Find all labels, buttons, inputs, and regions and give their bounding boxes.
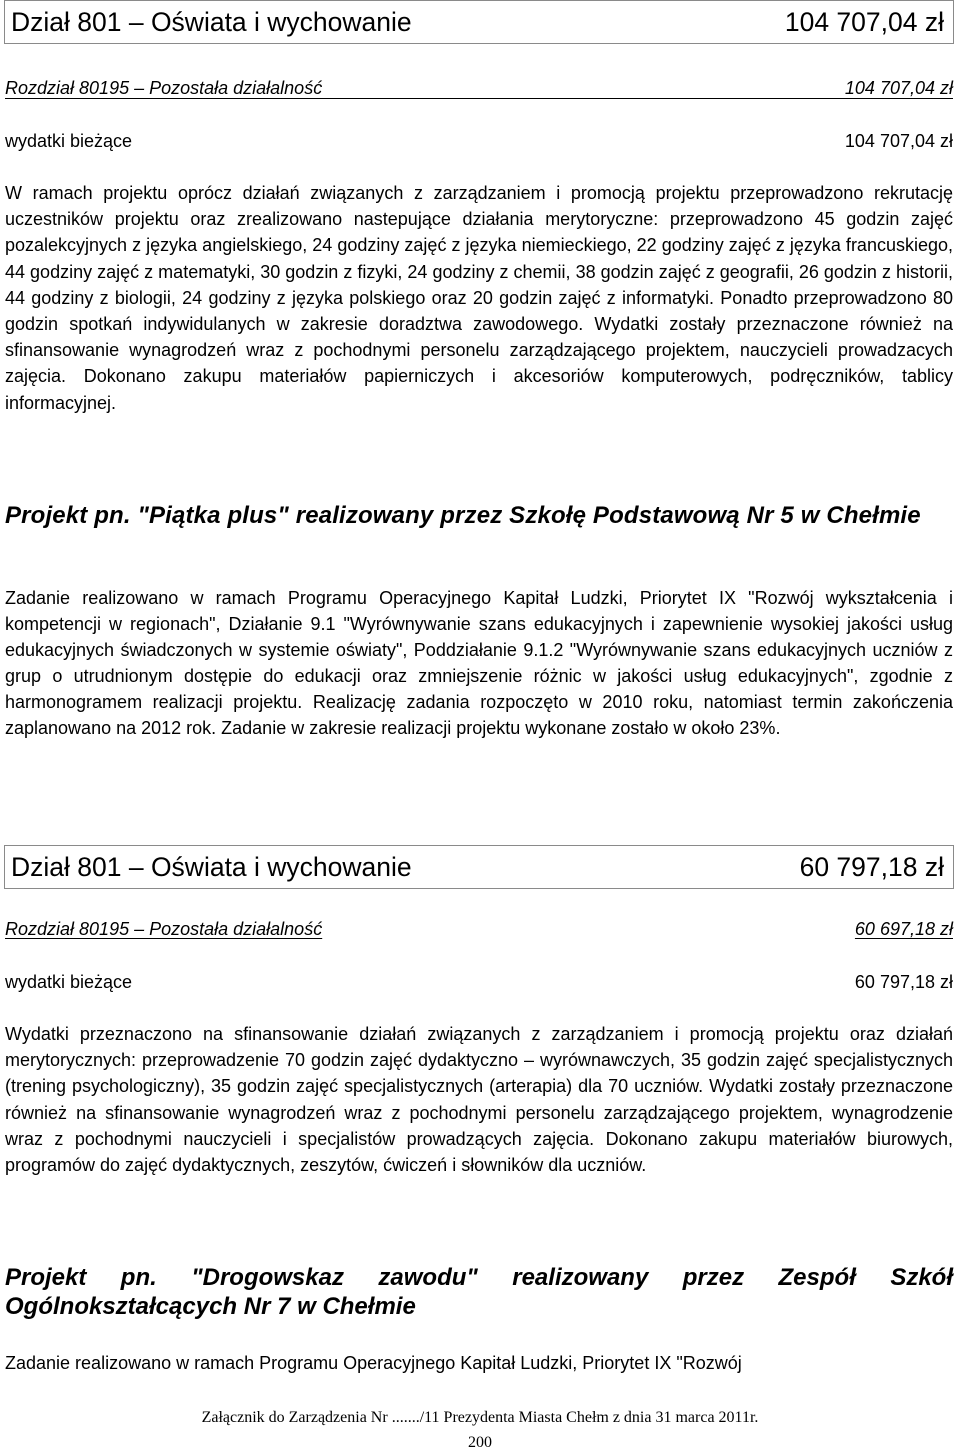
- page-number: 200: [468, 1434, 492, 1451]
- section-description: Wydatki przeznaczono na sfinansowanie działań związanych z zarządzaniem i promocją projektu oraz działań merytorycznych: przeprowadzenie 70 godzin zajęć dydaktyczno – wyrównawczych, 35 godzin zajęć specjalistycznych (trening psychologiczny), 35 godzin zajęć specjalistycznych (arterapia) dla 70 uczniów. Wydatki zostały przeznaczone również na sfinansowanie wynagrodzeń wraz z pochodnymi personelu zarządzającego projektem, wynagrodzenie wraz z pochodnymi nauczycieli i specjalistów prowadzących zajęcia. Dokonano zakupu materiałów biurowych, programów do zajęć dydaktycznych, zeszytów, ćwiczeń i słowników dla uczniów.: [5, 1024, 953, 1176]
- chapter-label: Rozdział 80195 – Pozostała działalność: [5, 919, 323, 939]
- chapter-row: [5, 78, 953, 99]
- expenses-label: wydatki bieżące: [5, 131, 133, 151]
- project-description: Zadanie realizowano w ramach Programu Operacyjnego Kapitał Ludzki, Priorytet IX "Rozwój: [5, 1353, 742, 1373]
- expenses-row: [5, 972, 953, 993]
- chapter-amount: 60 697,18 zł: [854, 919, 953, 939]
- section-heading: Dział 801 – Oświata i wychowanie: [11, 851, 412, 882]
- expenses-amount: 104 707,04 zł: [844, 131, 953, 151]
- expenses-row: [5, 131, 953, 152]
- section-heading: Dział 801 – Oświata i wychowanie: [11, 6, 412, 37]
- project-description: Zadanie realizowano w ramach Programu Operacyjnego Kapitał Ludzki, Priorytet IX "Rozwój wykształcenia i kompetencji w regionach", Działanie 9.1 "Wyrównywanie szans edukacyjnych i zapewnienie wysokiej jakości usług edukacyjnych świadczonych w systemie oświaty", Poddziałanie 9.1.2 "Wyrównywanie szans edukacyjnych uczniów z grup o utrudnionym dostępie do edukacji oraz zmniejszenie różnic w jakości usług edukacyjnych", zgodnie z harmonogramem realizacji projektu. Realizację zadania rozpoczęto w 2010 roku, natomiast termin zakończenia zaplanowano na 2012 rok. Zadanie w zakresie realizacji projektu wykonane zostało w około 23%.: [5, 588, 953, 738]
- section-description: W ramach projektu oprócz działań związanych z zarządzaniem i promocją projektu przeprowadzono rekrutację uczestników projektu oraz zrealizowano nastepujące działania merytoryczne: przeprowadzono 45 godzin zajęć pozalekcyjnych z języka angielskiego, 24 godziny zajęć z języka niemieckiego, 22 godziny zajęć z języka francuskiego, 44 godziny zajęć z matematyki, 30 godzin z fizyki, 24 godziny z chemii, 38 godzin zajęć z geografii, 26 godzin z historii, 44 godziny z biologii, 24 godziny z języka polskiego oraz 20 godzin zajęć z informatyki. Ponadto przeprowadzono 80 godzin spotkań indywidulanych w zakresie doradztwa zawodowego. Wydatki zostały przeznaczone również na sfinansowanie wynagrodzeń wraz z pochodnymi personelu zarządzającego projektem, nauczycieli prowadzacych zajęcia. Dokonano zakupu materiałów papierniczych i akcesoriów komputerowych, podręczników, tablicy informacyjnej.: [5, 183, 953, 413]
- project-title: Projekt pn. "Drogowskaz zawodu" realizowany przez Zespół Szkół Ogólnokształcących Nr 7 w Chełmie: [5, 1264, 953, 1320]
- footer-text: Załącznik do Zarządzenia Nr ......./11 Prezydenta Miasta Chełm z dnia 31 marca 2011r.: [201, 1409, 759, 1426]
- chapter-row: [5, 919, 953, 940]
- expenses-amount: 60 797,18 zł: [854, 972, 953, 992]
- section-heading-box: [4, 845, 954, 889]
- project-title: Projekt pn. "Piątka plus" realizowany przez Szkołę Podstawową Nr 5 w Chełmie: [5, 502, 921, 529]
- chapter-amount: 104 707,04 zł: [844, 78, 953, 98]
- section-heading-amount: 104 707,04 zł: [784, 6, 944, 37]
- section-heading-amount: 60 797,18 zł: [799, 851, 944, 882]
- section-heading-box: [4, 0, 954, 44]
- chapter-label: Rozdział 80195 – Pozostała działalność: [5, 78, 323, 98]
- expenses-label: wydatki bieżące: [5, 972, 133, 992]
